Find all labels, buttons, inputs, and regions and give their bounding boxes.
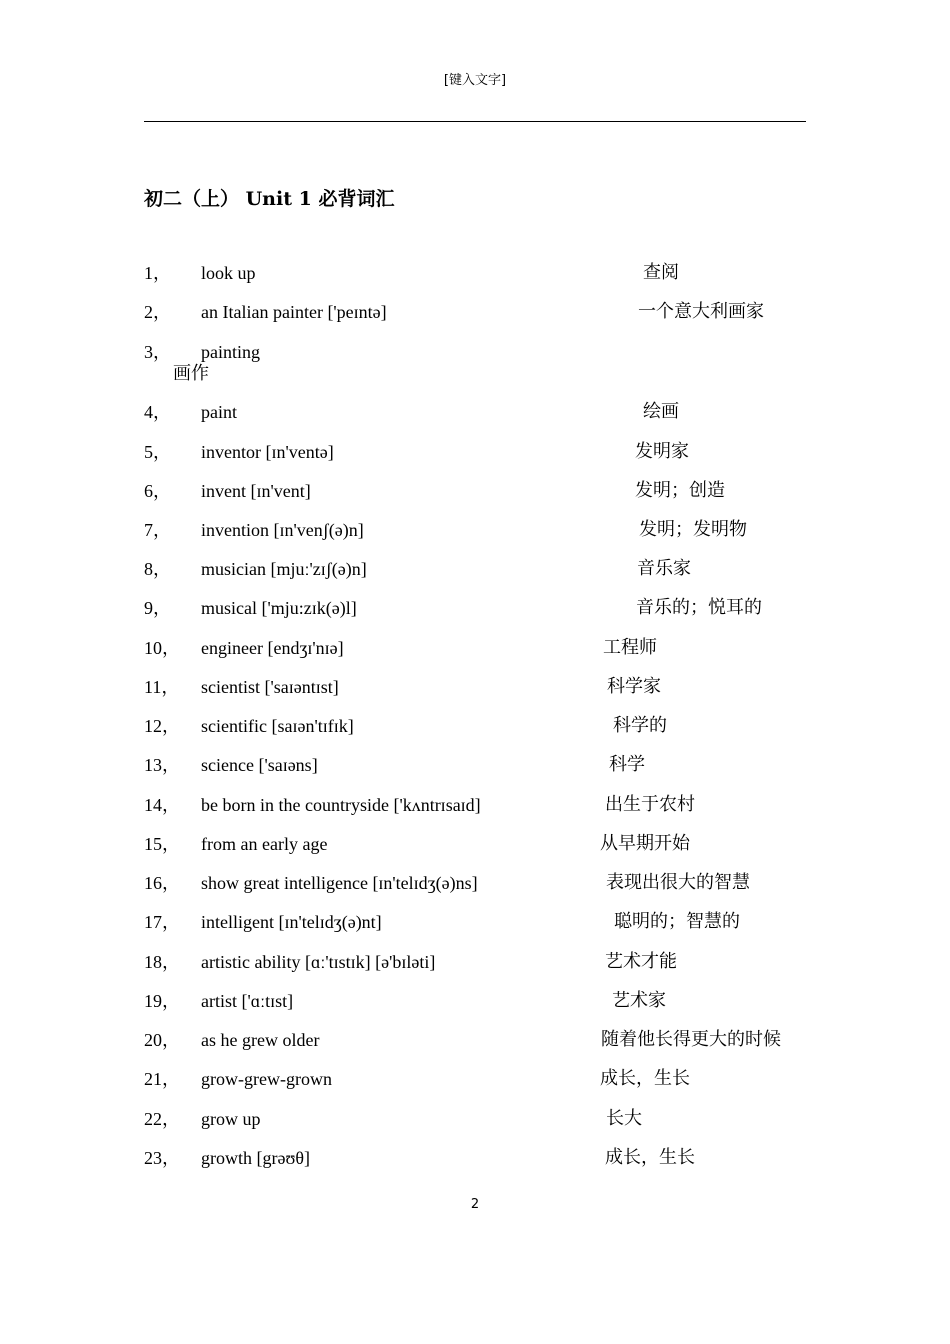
page-number: 2 — [470, 1197, 480, 1212]
item-english: scientist ['saɪəntɪst] — [201, 677, 339, 697]
item-chinese: 科学家 — [607, 676, 661, 697]
item-english: invent [ɪn'vent] — [201, 481, 311, 501]
item-chinese: 表现出很大的智慧 — [606, 872, 750, 893]
document-title: 初二（上） Unit 1 必背词汇 — [144, 188, 395, 210]
item-english: inventor [ɪn'ventə] — [201, 442, 334, 462]
item-english: an Italian painter ['peɪntə] — [201, 302, 387, 322]
item-number: 8， — [144, 559, 171, 579]
item-english: artist ['ɑːtɪst] — [201, 991, 294, 1011]
item-number: 7， — [144, 520, 171, 540]
item-english: painting — [201, 342, 260, 362]
item-number: 23， — [144, 1148, 180, 1168]
item-number: 6， — [144, 481, 171, 501]
item-chinese: 科学的 — [613, 715, 667, 736]
item-chinese: 查阅 — [643, 262, 679, 283]
item-number: 21， — [144, 1069, 180, 1089]
item-number: 3， — [144, 342, 171, 362]
item-chinese: 画作 — [173, 363, 209, 384]
item-number: 10， — [144, 638, 180, 658]
item-chinese: 从早期开始 — [600, 833, 690, 854]
item-chinese: 长大 — [606, 1108, 642, 1129]
item-number: 15， — [144, 834, 180, 854]
item-number: 20， — [144, 1030, 180, 1050]
item-english: as he grew older — [201, 1030, 320, 1050]
item-english: engineer [endʒɪ'nɪə] — [201, 638, 344, 658]
item-number: 17， — [144, 912, 180, 932]
item-chinese: 发明家 — [635, 441, 689, 462]
item-english: show great intelligence [ɪn'telɪdʒ(ə)ns] — [201, 873, 478, 893]
item-chinese: 出生于农村 — [605, 794, 695, 815]
item-english: scientific [saɪən'tɪfɪk] — [201, 716, 354, 736]
page-header-text: [键入文字] — [443, 73, 507, 88]
item-chinese: 成长，生长 — [605, 1147, 695, 1168]
item-english: from an early age — [201, 834, 328, 854]
item-english: intelligent [ɪn'telɪdʒ(ə)nt] — [201, 912, 382, 932]
item-number: 19， — [144, 991, 180, 1011]
item-chinese: 工程师 — [603, 637, 657, 658]
item-chinese: 音乐家 — [637, 558, 691, 579]
item-chinese: 绘画 — [643, 401, 679, 422]
item-number: 1， — [144, 263, 171, 283]
item-english: grow up — [201, 1109, 261, 1129]
item-number: 16， — [144, 873, 180, 893]
item-number: 9， — [144, 598, 171, 618]
item-number: 22， — [144, 1109, 180, 1129]
item-chinese: 科学 — [609, 754, 645, 775]
item-chinese: 随着他长得更大的时候 — [601, 1029, 781, 1050]
item-number: 13， — [144, 755, 180, 775]
item-english: musical ['mju:zɪk(ə)l] — [201, 598, 357, 618]
item-chinese: 发明；发明物 — [639, 519, 747, 540]
item-english: grow-grew-grown — [201, 1069, 332, 1089]
item-chinese: 一个意大利画家 — [638, 301, 764, 322]
item-chinese: 艺术家 — [612, 990, 666, 1011]
item-number: 18， — [144, 952, 180, 972]
item-number: 12， — [144, 716, 180, 736]
item-english: be born in the countryside ['kʌntrɪsaɪd] — [201, 795, 481, 815]
item-number: 2， — [144, 302, 171, 322]
item-english: look up — [201, 263, 256, 283]
item-english: invention [ɪn'venʃ(ə)n] — [201, 520, 364, 540]
item-chinese: 聪明的；智慧的 — [614, 911, 740, 932]
header-rule — [144, 121, 806, 122]
item-english: science ['saɪəns] — [201, 755, 318, 775]
item-number: 5， — [144, 442, 171, 462]
item-chinese: 发明；创造 — [635, 480, 725, 501]
item-english: musician [mjuː'zɪʃ(ə)n] — [201, 559, 367, 579]
item-number: 14， — [144, 795, 180, 815]
item-chinese: 艺术才能 — [605, 951, 677, 972]
item-english: paint — [201, 402, 237, 422]
item-chinese: 成长，生长 — [600, 1068, 690, 1089]
item-number: 4， — [144, 402, 171, 422]
item-chinese: 音乐的；悦耳的 — [636, 597, 762, 618]
item-english: growth [grəʊθ] — [201, 1148, 310, 1168]
item-english: artistic ability [ɑː'tɪstɪk] [ə'bɪləti] — [201, 952, 436, 972]
item-number: 11， — [144, 677, 180, 697]
